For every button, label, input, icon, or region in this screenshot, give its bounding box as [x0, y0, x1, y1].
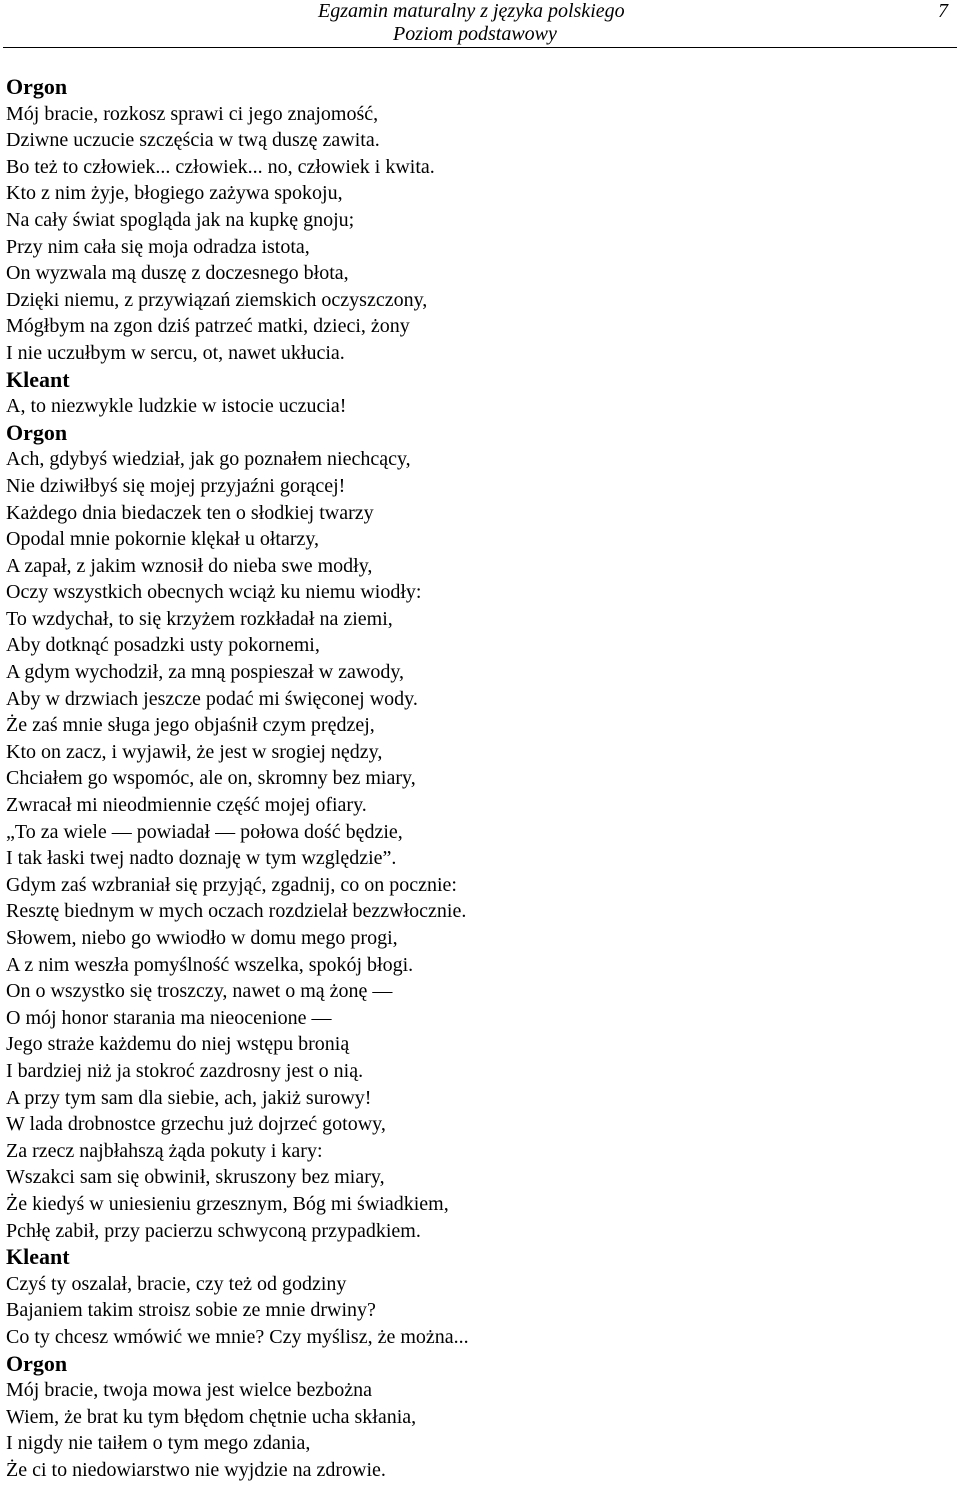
verse-line: A, to niezwykle ludzkie w istocie uczucia!: [6, 395, 347, 418]
verse-line: Nie dziwiłbyś się mojej przyjaźni gorącej!: [6, 474, 346, 497]
speaker-name: Orgon: [6, 74, 68, 99]
verse-line: Oczy wszystkich obecnych wciąż ku niemu wiodły:: [6, 581, 422, 604]
speaker-name: Kleant: [6, 1244, 70, 1270]
verse-line: Resztę biednym w mych oczach rozdzielał bezzwłocznie.: [6, 900, 467, 923]
verse-line: Wszakci sam się obwinił, skruszony bez miary,: [6, 1166, 385, 1189]
verse-line: Że ci to niedowiarstwo nie wyjdzie na zdrowie.: [6, 1458, 386, 1481]
verse-line: Przy nim cała się moja odradza istota,: [6, 235, 310, 258]
verse-line: Ach, gdybyś wiedział, jak go poznałem niechcący,: [6, 448, 411, 471]
verse-line: I tak łaski twej nadto doznaję w tym względzie”.: [6, 847, 397, 870]
verse-line: I nie uczułbym w sercu, ot, nawet ukłucia.: [6, 341, 345, 364]
exam-level: Poziom podstawowy: [393, 23, 557, 45]
verse-line: Że zaś mnie sługa jego objaśnił czym prędzej,: [6, 714, 375, 737]
verse-line: Pchłę zabił, przy pacierzu schwyconą przypadkiem.: [6, 1219, 421, 1242]
verse-line: Na cały świat spogląda jak na kupkę gnoju;: [6, 208, 355, 231]
verse-line: On wyzwala mą duszę z doczesnego błota,: [6, 262, 349, 285]
verse-line: Chciałem go wspomóc, ale on, skromny bez miary,: [6, 767, 416, 790]
verse-line: O mój honor starania ma nieocenione —: [6, 1006, 332, 1029]
speaker-name: Kleant: [6, 366, 70, 392]
drama-passage: [6, 74, 946, 1483]
verse-line: A przy tym sam dla siebie, ach, jakiż surowy!: [6, 1086, 372, 1109]
verse-line: Mój bracie, rozkosz sprawi ci jego znajomość,: [6, 102, 379, 125]
verse-line: Mógłbym na zgon dziś patrzeć matki, dzieci, żony: [6, 315, 410, 338]
verse-line: Że kiedyś w uniesieniu grzesznym, Bóg mi świadkiem,: [6, 1192, 449, 1215]
verse-line: Kto z nim żyje, błogiego zażywa spokoju,: [6, 182, 343, 205]
verse-line: Aby w drzwiach jeszcze podać mi święconej wody.: [6, 687, 418, 710]
speaker-name: Orgon: [6, 1350, 68, 1376]
verse-line: Kto on zacz, i wyjawił, że jest w srogiej nędzy,: [6, 740, 383, 763]
verse-line: Opodal mnie pokornie klękał u ołtarzy,: [6, 528, 320, 551]
verse-line: Wiem, że brat ku tym błędom chętnie ucha skłania,: [6, 1405, 417, 1428]
verse-line: Bo też to człowiek... człowiek... no, człowiek i kwita.: [6, 155, 435, 178]
exam-title: Egzamin maturalny z języka polskiego: [318, 0, 625, 22]
verse-line: Słowem, niebo go wwiodło w domu mego progi,: [6, 927, 398, 949]
speaker-name: Orgon: [6, 419, 68, 445]
verse-line: W lada drobnostce grzechu już dojrzeć gotowy,: [6, 1113, 386, 1136]
verse-line: Co ty chcesz wmówić we mnie? Czy myślisz, że można...: [6, 1325, 469, 1348]
verse-line: To wzdychał, to się krzyżem rozkładał na ziemi,: [6, 607, 393, 630]
verse-line: Gdym zaś wzbraniał się przyjąć, zgadnij, co on pocznie:: [6, 873, 457, 896]
header-divider: [3, 47, 957, 48]
verse-line: Bajaniem takim stroisz sobie ze mnie drwiny?: [6, 1299, 376, 1322]
verse-line: Jego straże każdemu do niej wstępu bronią: [6, 1033, 350, 1056]
verse-line: „To za wiele — powiadał — połowa dość będzie,: [6, 820, 403, 843]
verse-line: Aby dotknąć posadzki usty pokornemi,: [6, 634, 320, 657]
verse-line: Zwracał mi nieodmiennie część mojej ofiary.: [6, 794, 367, 817]
verse-line: Dzięki niemu, z przywiązań ziemskich oczyszczony,: [6, 288, 428, 311]
verse-line: Dziwne uczucie szczęścia w twą duszę zawita.: [6, 129, 380, 152]
verse-line: On o wszystko się troszczy, nawet o mą żonę —: [6, 980, 393, 1003]
verse-line: I nigdy nie taiłem o tym mego zdania,: [6, 1432, 311, 1455]
verse-line: I bardziej niż ja stokroć zazdrosny jest o nią.: [6, 1059, 364, 1082]
verse-line: Czyś ty oszalał, bracie, czy też od godziny: [6, 1272, 347, 1295]
page-header: [0, 0, 960, 48]
verse-line: A z nim weszła pomyślność wszelka, spokój błogi.: [6, 953, 414, 976]
verse-line: A gdym wychodził, za mną pospieszał w zawody,: [6, 661, 405, 684]
verse-line: A zapał, z jakim wznosił do nieba swe modły,: [6, 554, 373, 577]
verse-line: Każdego dnia biedaczek ten o słodkiej twarzy: [6, 501, 374, 524]
verse-line: Za rzecz najbłahszą żąda pokuty i kary:: [6, 1139, 323, 1162]
page-number: 7: [938, 0, 948, 22]
verse-line: Mój bracie, twoja mowa jest wielce bezbożna: [6, 1379, 372, 1402]
